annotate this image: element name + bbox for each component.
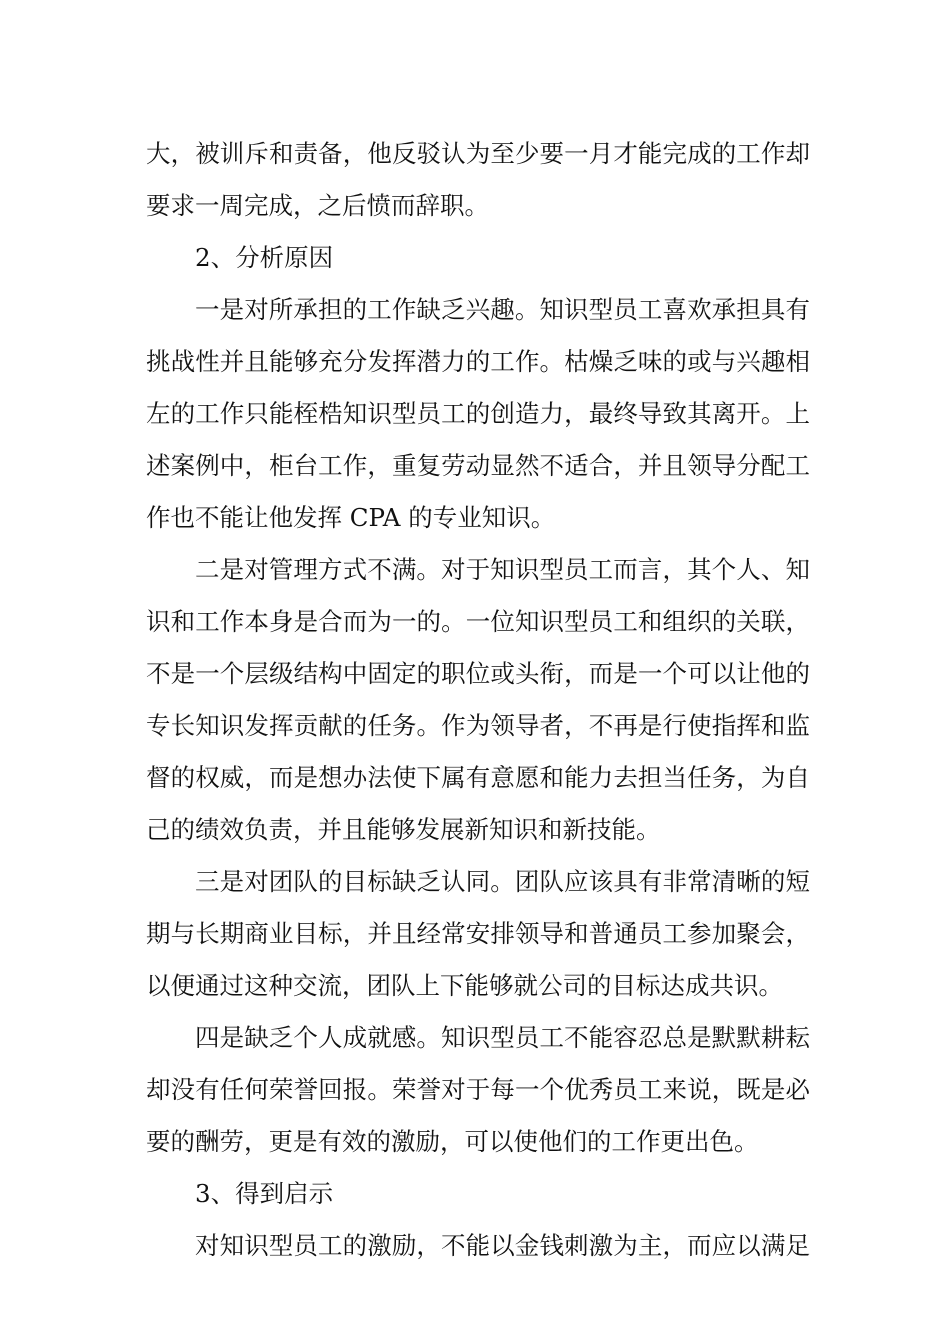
paragraph-first-line: 对知识型员工的激励，不能以金钱刺激为主，而应以满足 <box>195 1231 810 1260</box>
text-line: 述案例中，柜台工作，重复劳动显然不适合，并且领导分配工 <box>146 451 810 480</box>
text-line: 大，被训斥和责备，他反驳认为至少要一月才能完成的工作却 <box>146 139 810 168</box>
text-line: 却没有任何荣誉回报。荣誉对于每一个优秀员工来说，既是必 <box>146 1075 810 1104</box>
text-line: 不是一个层级结构中固定的职位或头衔，而是一个可以让他的 <box>146 659 810 688</box>
text-line: 督的权威，而是想办法使下属有意愿和能力去担当任务，为自 <box>146 763 810 792</box>
text-line: 期与长期商业目标，并且经常安排领导和普通员工参加聚会， <box>146 919 810 948</box>
section-heading: 2、分析原因 <box>195 243 334 272</box>
text-line: 要求一周完成，之后愤而辞职。 <box>146 191 489 220</box>
paragraph-first-line: 一是对所承担的工作缺乏兴趣。知识型员工喜欢承担具有 <box>195 295 810 324</box>
text-line: 作也不能让他发挥 CPA 的专业知识。 <box>146 503 556 532</box>
paragraph-first-line: 三是对团队的目标缺乏认同。团队应该具有非常清晰的短 <box>195 867 810 896</box>
text-line: 己的绩效负责，并且能够发展新知识和新技能。 <box>146 815 661 844</box>
text-line: 要的酬劳，更是有效的激励，可以使他们的工作更出色。 <box>146 1127 759 1156</box>
text-line: 左的工作只能桎梏知识型员工的创造力，最终导致其离开。上 <box>146 399 810 428</box>
paragraph-first-line: 二是对管理方式不满。对于知识型员工而言，其个人、知 <box>195 555 810 584</box>
paragraph-first-line: 四是缺乏个人成就感。知识型员工不能容忍总是默默耕耘 <box>195 1023 810 1052</box>
text-line: 挑战性并且能够充分发挥潜力的工作。枯燥乏味的或与兴趣相 <box>146 347 810 376</box>
body-text <box>146 128 810 1272</box>
text-line: 专长知识发挥贡献的任务。作为领导者，不再是行使指挥和监 <box>146 711 810 740</box>
section-heading: 3、得到启示 <box>195 1179 334 1208</box>
text-line: 以便通过这种交流，团队上下能够就公司的目标达成共识。 <box>146 971 783 1000</box>
text-line: 识和工作本身是合而为一的。一位知识型员工和组织的关联， <box>146 607 810 636</box>
